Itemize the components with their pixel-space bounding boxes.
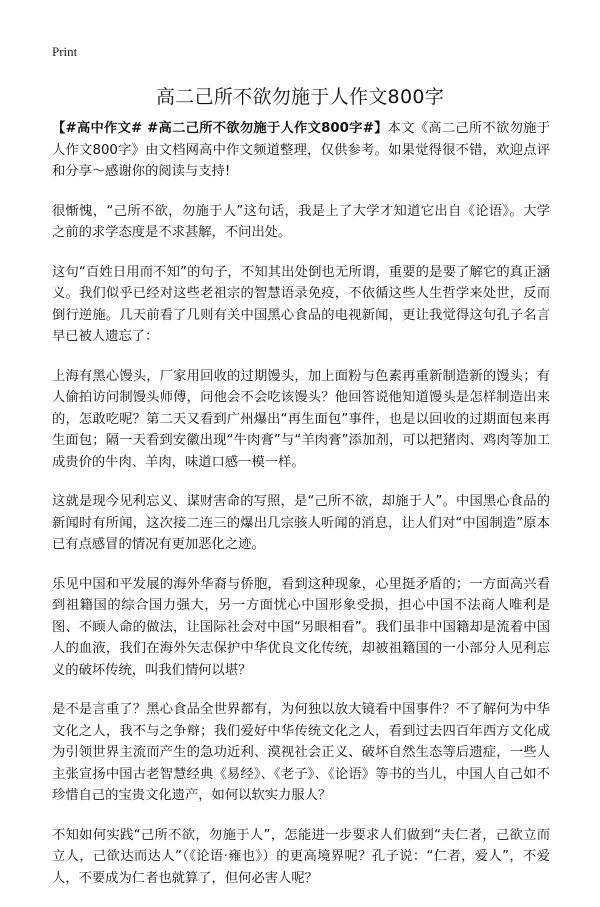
body-paragraph-3: 上海有黑心馒头，厂家用回收的过期馒头，加上面粉与色素再重新制造新的馒头；有人偷拍访问制馒头师傅，问他会不会吃该馒头？他回答说他知道馒头是怎样制造出来的，怎敢吃呢？第二天又看到广州爆出“再生面包”事件，也是以回收的过期面包来再生面包；隔一天看到安徽出现“牛肉膏”与“羊肉膏”添加剂，可以把猪肉、鸡肉等加工成贵价的牛肉、羊肉，味道口感一模一样。 [52,368,550,470]
body-paragraph-7: 不知如何实践“己所不欲，勿施于人”，怎能进一步要求人们做到“夫仁者，己欲立而立人，己欲达而达人”（《论语·雍也》）的更高境界呢？孔子说：“仁者，爱人”，不爱人，不要成为仁者也就算了，但何必害人呢？ [52,827,550,886]
body-paragraph-1: 很惭愧，“己所不欲，勿施于人”这句话，我是上了大学才知道它出自《论语》。大学之前的求学态度是不求甚解，不问出处。 [52,203,550,240]
print-link[interactable]: Print [52,44,78,59]
intro-tag: 【#高中作文# #高二己所不欲勿施于人作文800字#】 [52,121,388,136]
page-title: 高二己所不欲勿施于人作文800字 [155,86,445,108]
article-body [52,118,550,907]
intro-paragraph [52,118,550,183]
intro-text: 本文《高二己所不欲勿施于人作文800字》由文档网高中作文频道整理，仅供参考。如果觉得很不错，欢迎点评和分享～感谢你的阅读与支持! [52,121,550,179]
body-paragraph-4: 这就是现今见利忘义、谋财害命的写照，是“己所不欲，却施于人”。中国黑心食品的新闻时有所闻，这次接二连三的爆出几宗骇人听闻的消息，让人们对“中国制造”原本已有点感冒的情况有更加恶化之迹。 [52,494,550,552]
body-paragraph-2: 这句“百姓日用而不知”的句子，不知其出处倒也无所谓，重要的是要了解它的真正涵义。我们似乎已经对这些老祖宗的智慧语录免疫，不依循这些人生哲学来处世，反而倒行逆施。几天前看了几则有关中国黑心食品的电视新闻，更让我觉得这句孔子名言早已被人遗忘了： [52,264,550,344]
body-paragraph-5: 乐见中国和平发展的海外华裔与侨胞，看到这种现象，心里挺矛盾的；一方面高兴看到祖籍国的综合国力强大，另一方面忧心中国形象受损，担心中国不法商人唯利是图、不顾人命的做法，让国际社会对中国“另眼相看”。我们虽非中国籍却是流着中国人的血液，我们在海外矢志保护中华优良文化传统，却被祖籍国的一小部分人见利忘义的破坏传统，叫我们情何以堪？ [52,576,550,678]
body-paragraph-6: 是不是言重了？黑心食品全世界都有，为何独以放大镜看中国事件？不了解何为中华文化之人，我不与之争辩；我们爱好中华传统文化之人，看到过去四百年西方文化成为引领世界主流而产生的急功近利、漠视社会正义、破坏自然生态等后遗症，一些人主张宣扬中国古老智慧经典《易经》、《老子》、《论语》等书的当儿，中国人自己如不珍惜自己的宝贵文化遗产，如何以软实力服人？ [52,702,550,803]
